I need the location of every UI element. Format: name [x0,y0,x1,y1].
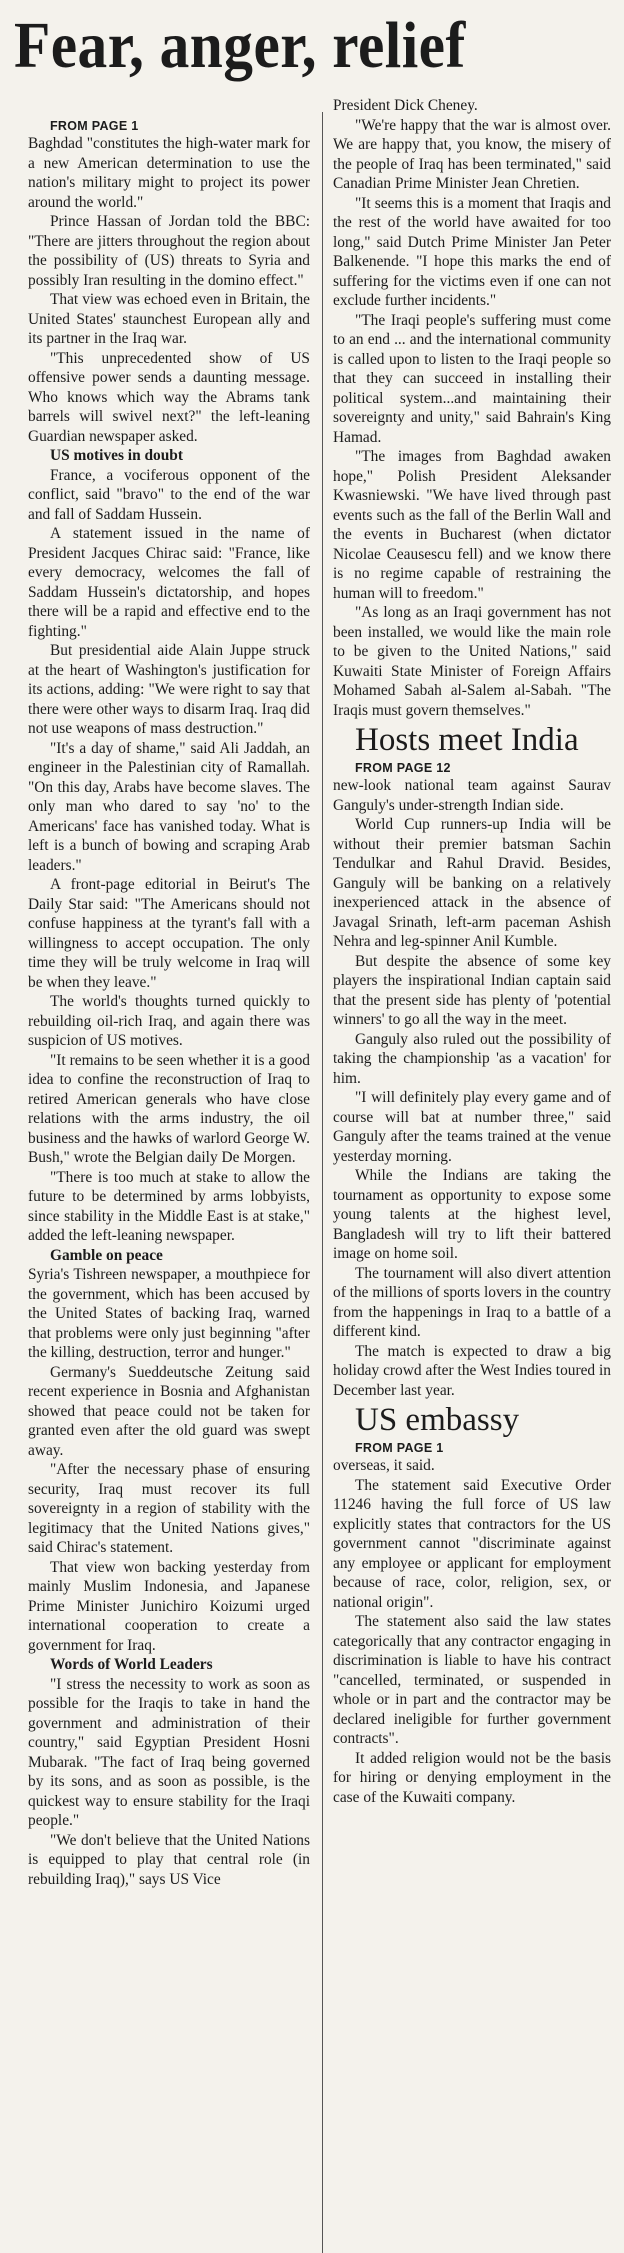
paragraph: A front-page editorial in Beirut's The Daily Star said: "The Americans should not confuse happiness at the tyrant's fall with a willingness to accept occupation. The only time they will be truly welcome in Iraq will be when they leave." [28,876,310,991]
paragraph: France, a vociferous opponent of the conflict, said "bravo" to the end of the war and fall of Saddam Hussein. [28,466,310,523]
paragraph: Syria's Tishreen newspaper, a mouthpiece for the government, which has been accused by the United States of backing Iraq, warned that problems were only just beginning "after the killing, destruction, terror and hunger." [28,1266,310,1361]
dateline: FROM PAGE 1 [355,1441,444,1455]
paragraph: That view won backing yesterday from mainly Muslim Indonesia, and Japanese Prime Minister Junichiro Koizumi urged international cooperation to create a government for Iraq. [28,1558,310,1654]
paragraph: "There is too much at stake to allow the future to be determined by arms lobbyists, since stability in the Middle East is at stake," added the left-leaning newspaper. [28,1168,310,1244]
paragraph: "It remains to be seen whether it is a good idea to confine the reconstruction of Iraq to retired American generals who have close relations with the arms industry, the oil business and the hawks of warlord George W. Bush," wrote the Belgian daily De Morgen. [28,1051,310,1166]
left-column [28,118,310,1889]
subhead-gamble-on-peace: Gamble on peace [50,1246,163,1264]
paragraph: While the Indians are taking the tournament as opportunity to expose some young talents at the highest level, Bangladesh will try to lift their battered image on home soil. [333,1167,611,1262]
subhead-world-leaders: Words of World Leaders [50,1656,213,1673]
paragraph: "We don't believe that the United Nations is equipped to play that central role (in rebuilding Iraq)," says US Vice [28,1831,310,1888]
paragraph: Prince Hassan of Jordan told the BBC: "There are jitters throughout the region about the possibility of (US) threats to Syria and possibly Iran resulting in the domino effect." [28,213,310,289]
paragraph: "The Iraqi people's suffering must come to an end ... and the international community is called upon to listen to the Iraqi people so that they can succeed in installing their political system...and maintaining their sovereignty and unity," said Bahrain's King Hamad. [333,311,611,446]
continuation: President Dick Cheney. [333,97,478,114]
paragraph: "I will definitely play every game and of course will bat at number three," said Ganguly after the teams trained at the venue yesterday morning. [333,1089,611,1165]
paragraph: The tournament will also divert attention of the millions of sports lovers in the country from the happenings in Iraq to a battle of a different kind. [333,1264,611,1340]
continuation: new-look national team against Saurav Ganguly's under-strength Indian side. [333,777,611,814]
paragraph: But despite the absence of some key players the inspirational Indian captain said that the present side has plenty of 'potential winners' to go all the way in the meet. [333,952,611,1028]
subhead-us-motives: US motives in doubt [50,447,183,464]
paragraph: Baghdad "constitutes the high-water mark for a new American determination to use the nation's military might to project its power around the world." [28,135,310,211]
paragraph: "It's a day of shame," said Ali Jaddah, an engineer in the Palestinian city of Ramallah. "On this day, Arabs have become slaves. The only man who dared to say 'no' to the Americans' face has vanished today. What is left is a bunch of bowing and scraping Arab leaders." [28,739,310,874]
continuation: overseas, it said. [333,1457,435,1474]
paragraph: "After the necessary phase of ensuring security, Iraq must recover its full sovereignty in a region of stability with the legitimacy that the United Nations gives," said Chirac's statement. [28,1461,310,1556]
paragraph: It added religion would not be the basis for hiring or denying employment in the case of the Kuwaiti company. [333,1749,611,1806]
paragraph: The match is expected to draw a big holiday crowd after the West Indies toured in December last year. [333,1342,611,1399]
paragraph: That view was echoed even in Britain, the United States' staunchest European ally and its partner in the Iraq war. [28,291,310,347]
paragraph: The statement said Executive Order 11246 having the full force of US law explicitly states that contractors for the US government cannot "discriminate against any employee or applicant for employment because of race, color, religion, sex, or national origin". [333,1476,611,1611]
paragraph: But presidential aide Alain Juppe struck at the heart of Washington's justification for its actions, adding: "We were right to say that there were other ways to disarm Iraq. Iraq did not use weapons of mass destruction." [28,642,310,737]
paragraph: "The images from Baghdad awaken hope," Polish President Aleksander Kwasniewski. "We have lived through past events such as the fall of the Berlin Wall and the events in Bucharest (when dictator Nicolae Ceausescu fell) and we know there is no regime capable of restraining the human will to freedom." [333,448,611,602]
column-divider [322,112,323,2253]
right-column [333,96,611,1807]
paragraph: "It seems this is a moment that Iraqis and the rest of the world have awaited for too long," said Dutch Prime Minister Jan Peter Balkenende. "I hope this marks the end of suffering for the victims even if one can not exclude further incidents." [333,194,611,309]
section-title-us-embassy: US embassy [355,1402,520,1438]
paragraph: Ganguly also ruled out the possibility of taking the championship 'as a vacation' for him. [333,1030,611,1087]
paragraph: World Cup runners-up India will be without their premier batsman Sachin Tendulkar and Rahul Dravid. Besides, Ganguly will be banking on a relatively inexperienced attack in the absence of Javagal Srinath, left-arm paceman Ashish Nehra and leg-spinner Anil Kumble. [333,816,611,950]
dateline: FROM PAGE 12 [355,761,451,775]
paragraph: "We're happy that the war is almost over. We are happy that, you know, the misery of the people of Iraq has been terminated," said Canadian Prime Minister Jean Chretien. [333,116,611,192]
paragraph: "This unprecedented show of US offensive power sends a daunting message. Who knows which way the Abrams tank barrels will swivel next?" the left-leaning Guardian newspaper asked. [28,349,310,445]
headline: Fear, anger, relief [14,9,466,82]
section-title-hosts-meet-india: Hosts meet India [355,722,579,758]
paragraph: "As long as an Iraqi government has not been installed, we would like the main role to be given to the United Nations," said Kuwaiti State Minister of Foreign Affairs Mohamed Sabah al-Salem al-Sabah. "The Iraqis must govern themselves." [333,604,611,719]
dateline: FROM PAGE 1 [50,119,139,133]
paragraph: Germany's Sueddeutsche Zeitung said recent experience in Bosnia and Afghanistan showed that peace could not be taken for granted even after the old guard was swept away. [28,1363,310,1459]
paragraph: "I stress the necessity to work as soon as possible for the Iraqis to take in hand the government and administration of their country," said Egyptian President Hosni Mubarak. "The fact of Iraq being governed by its sons, and as soon as possible, is the quickest way to ensure stability for the Iraqi people." [28,1675,310,1829]
paragraph: The statement also said the law states categorically that any contractor engaging in discrimination is liable to have his contract "cancelled, terminated, or suspended in whole or in part and the contractor may be declared ineligible for further government contracts". [333,1613,611,1747]
paragraph: A statement issued in the name of President Jacques Chirac said: "France, like every democracy, welcomes the fall of Saddam Hussein's dictatorship, and hopes there will be a rapid and effective end to the fighting." [28,525,310,640]
paragraph: The world's thoughts turned quickly to rebuilding oil-rich Iraq, and again there was suspicion of US motives. [28,993,310,1049]
